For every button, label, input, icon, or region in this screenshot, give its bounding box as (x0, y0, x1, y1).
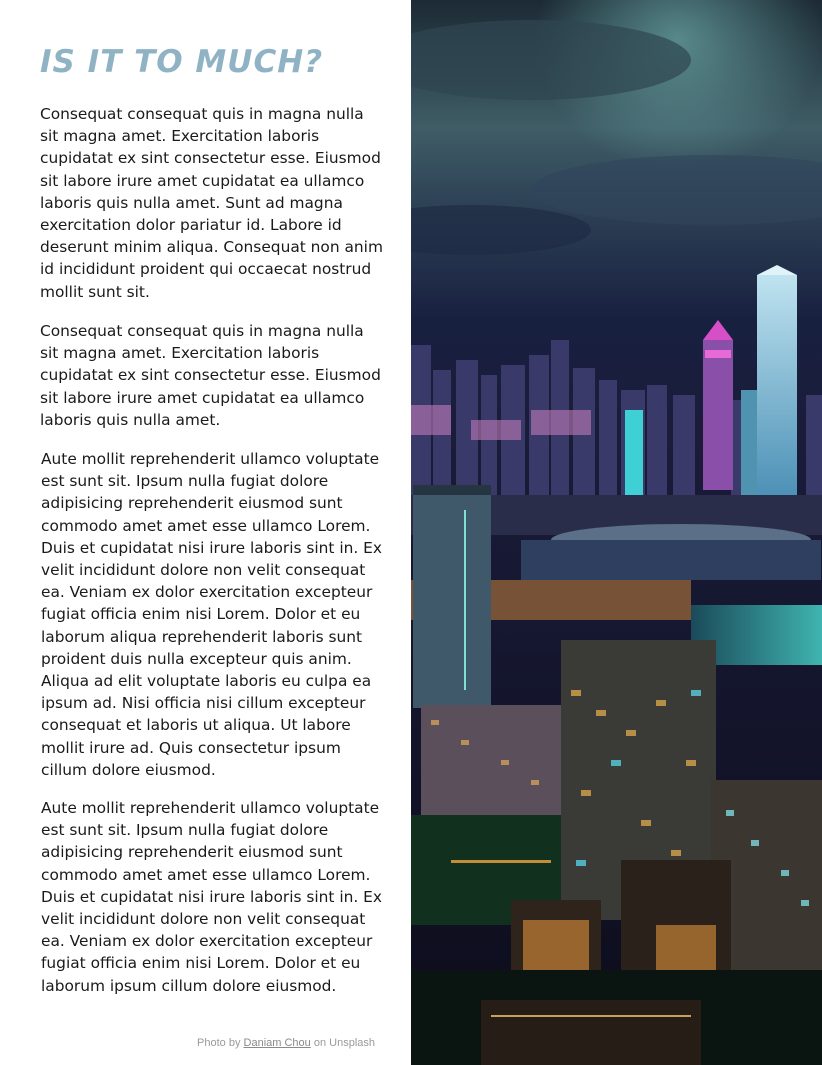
body-paragraph-1: Consequat consequat quis in magna nulla sit magna amet. Exercitation laboris cupidatat ex sint consectetur esse. Eiusmod sit labore irure amet cupidatat ea ullamco laboris quis nulla amet. Sunt ad magna exercitation dolor pariatur id. Labore id deserunt minim aliqua. Consequat non anim id incididunt proident qui occaecat nostrud mollit sunt sit. (40, 105, 383, 301)
page-title: IS IT TO MUCH? (40, 44, 324, 80)
body-paragraph-2: Consequat consequat quis in magna nulla sit magna amet. Exercitation laboris cupidatat ex sint consectetur esse. Eiusmod sit labore irure amet cupidatat ea ullamco laboris quis nulla amet. (40, 322, 381, 429)
photo-credit (197, 1037, 375, 1049)
city-photo (411, 0, 822, 1065)
body-paragraph-4: Aute mollit reprehenderit ullamco voluptate est sunt sit. Ipsum nulla fugiat dolore adipisicing reprehenderit eiusmod sunt commodo amet amet esse ullamco Lorem. Duis et cupidatat nisi irure laboris sint in. Ex velit incididunt dolore non velit consequat ea. Veniam ex dolor exercitation excepteur fugiat officia enim nisi Lorem. Dolor et eu laborum ipsum cillum dolore eiusmod. (41, 799, 382, 995)
body-paragraph-3: Aute mollit reprehenderit ullamco voluptate est sunt sit. Ipsum nulla fugiat dolore adipisicing reprehenderit eiusmod sunt commodo amet amet esse ullamco Lorem. Duis et cupidatat nisi irure laboris sint in. Ex velit incididunt dolore non velit consequat ea. Veniam ex dolor exercitation excepteur fugiat officia enim nisi Lorem. Dolor et eu laborum aliqua reprehenderit laboris sunt proident duis nulla excepteur quis anim. Aliqua ad elit voluptate laboris eu culpa ea ipsum ad. Nisi officia nisi cillum excepteur consequat et laboris ut aliqua. Ut labore mollit irure ad. Quis consectetur ipsum cillum dolore eiusmod. (41, 450, 382, 779)
photo-author-link[interactable]: Daniam Chou (243, 1037, 311, 1049)
photo-credit-prefix: Photo by (197, 1037, 241, 1049)
city-skyline-image (411, 0, 822, 1065)
photo-credit-suffix: on Unsplash (313, 1037, 375, 1049)
